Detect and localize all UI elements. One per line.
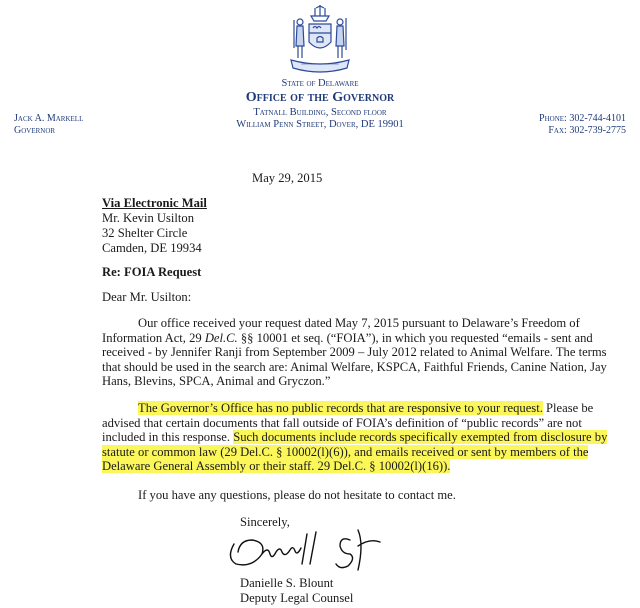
governor-title: Governor <box>14 125 56 136</box>
p1-line: Information Act, 29 Del.C. §§ 10001 et seq. (“FOIA”), in which you requested “emails - sent and <box>102 330 593 345</box>
highlighted-text: Delaware General Assembly or their staff. 29 Del.C. § 10002(l)(16)). <box>102 459 451 474</box>
signer-title: Deputy Legal Counsel <box>240 591 354 605</box>
handwritten-signature-icon <box>222 524 412 574</box>
subject-line: Re: FOIA Request <box>102 265 202 279</box>
p2-text: included in this response. <box>102 430 231 445</box>
paragraph-request <box>102 316 607 389</box>
paragraph-contact: If you have any questions, please do not hesitate to contact me. <box>138 488 456 502</box>
letterhead-street: William Penn Street, Dover, DE 19901 <box>236 119 404 130</box>
recipient-street: 32 Shelter Circle <box>102 226 188 240</box>
p1-line: received - by Jennifer Ranji from September 2009 – July 2012 related to Animal Welfare. The terms <box>102 345 607 360</box>
p1-line: Hans, Blevins, SPCA, Animal and Gryczon.” <box>102 374 331 389</box>
highlighted-text: statute or common law (29 Del.C. § 10002(l)(6)), and emails received or sent by members of the <box>102 444 589 459</box>
p2-text: Please be <box>542 401 594 415</box>
letter-date: May 29, 2015 <box>252 171 323 185</box>
paragraph-response <box>102 401 608 474</box>
letterhead-building: Tatnall Building, Second floor <box>253 107 387 118</box>
letterhead-state: State of Delaware <box>281 78 359 89</box>
delaware-seal-icon <box>287 2 353 78</box>
state-seal <box>287 2 353 78</box>
recipient-city: Camden, DE 19934 <box>102 241 202 255</box>
signer-name: Danielle S. Blount <box>240 576 334 590</box>
governor-name: Jack A. Markell <box>14 113 84 124</box>
p2-line: advised that certain documents that fall outside of FOIA’s definition of “public records” are not <box>102 415 582 430</box>
signature <box>222 524 412 574</box>
phone-number: Phone: 302-744-4101 <box>539 113 626 124</box>
p1-line: Our office received your request dated May 7, 2015 pursuant to Delaware’s Freedom of <box>138 316 580 330</box>
p1-line: that should be used in the search are: Animal Welfare, KSPCA, Faithful Friends, Canine Nation, Jay <box>102 359 607 374</box>
salutation: Dear Mr. Usilton: <box>102 290 192 304</box>
delivery-method: Via Electronic Mail <box>102 196 207 210</box>
closing: Sincerely, <box>240 515 290 529</box>
recipient-name: Mr. Kevin Usilton <box>102 211 195 225</box>
highlighted-text: Such documents include records specifically exempted from disclosure by <box>233 430 608 445</box>
letterhead-office: Office of the Governor <box>245 90 395 105</box>
fax-number: Fax: 302-739-2775 <box>548 125 626 136</box>
highlighted-text: The Governor’s Office has no public records that are responsive to your request. <box>138 401 543 415</box>
